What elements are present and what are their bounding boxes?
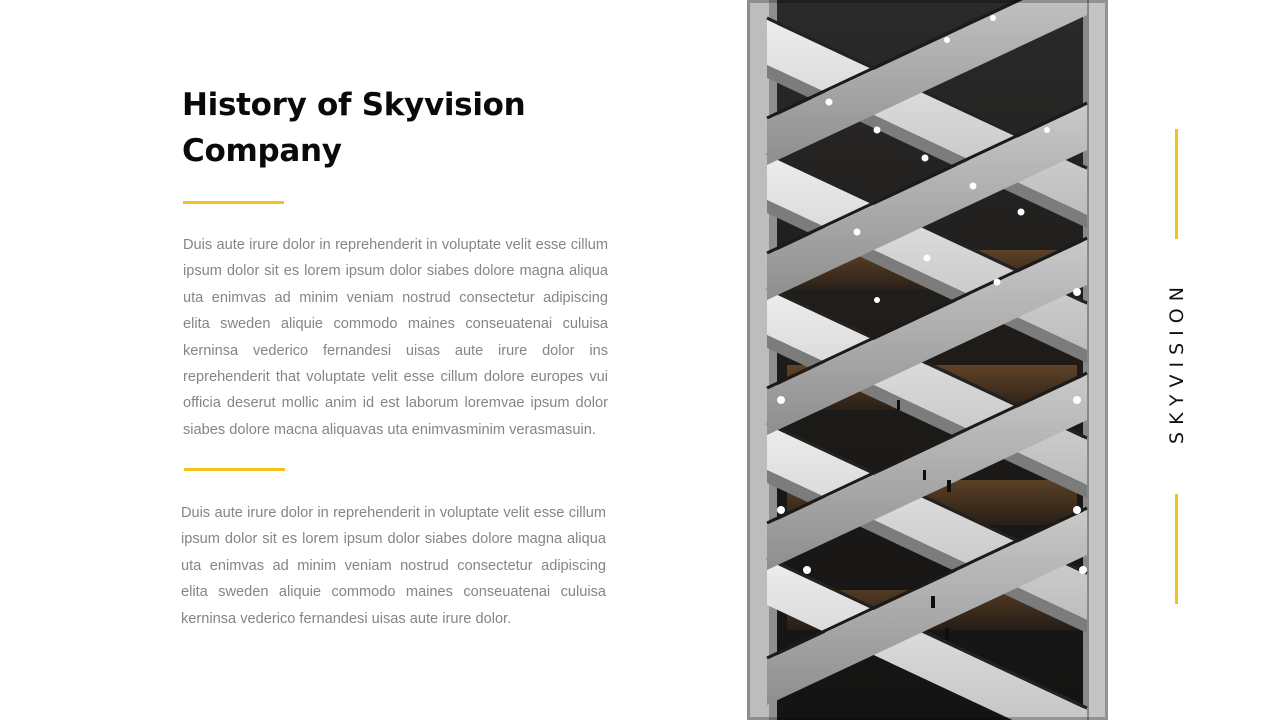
page-title [182,82,542,174]
escalators-illustration [747,0,1108,720]
accent-vertical-line-top [1175,129,1178,239]
accent-vertical-line-bottom [1175,494,1178,604]
title-line-2: Company [182,133,342,169]
body-paragraph-2: Duis aute irure dolor in reprehenderit in voluptate velit esse cillum ipsum dolor sit es lorem ipsum dolor siabes dolore magna aliqua uta enimvas ad minim veniam nostrud consectetur adipiscing elita sweden aliquie commodo maines conseuatenai culuisa kerninsa vederico fernandesi uisas aute irure dolor. [181,505,606,627]
escalators-photo [747,0,1108,720]
brand-vertical-label: SKYVISION [1166,280,1188,444]
accent-divider-top [183,201,284,204]
body-paragraph-1: Duis aute irure dolor in reprehenderit in voluptate velit esse cillum ipsum dolor sit es lorem ipsum dolor siabes dolore magna aliqua uta enimvas ad minim veniam nostrud consectetur adipiscing elita sweden aliquie commodo maines conseuatenai culuisa kerninsa vederico fernandesi uisas aute irure dolor ins reprehenderit that voluptate velit esse cillum dolore europes vui officia deserut mollic anim id est laborum loremvae ipsum dolor siabes dolore macna aliquavas uta enimvasminim verasmasuin. [183,237,608,438]
accent-divider-middle [184,468,285,471]
title-line-1: History of Skyvision [182,87,526,123]
